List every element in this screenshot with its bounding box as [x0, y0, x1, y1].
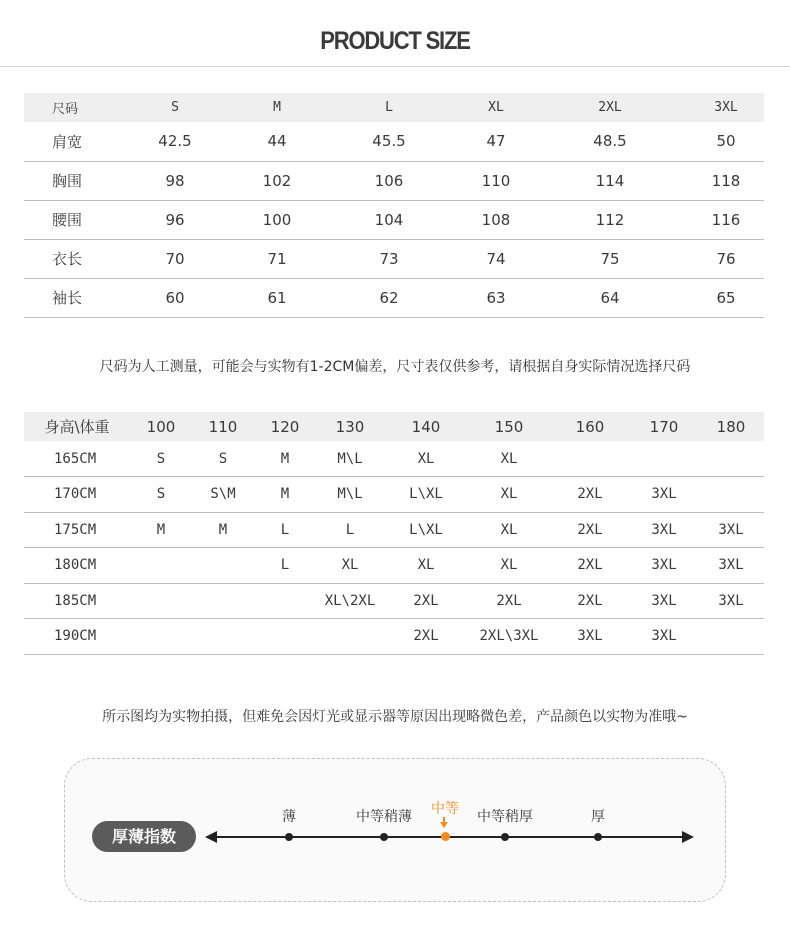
table-cell: 3XL [698, 583, 764, 619]
header-cell: 2XL [532, 93, 688, 122]
table-cell: 110 [460, 161, 532, 200]
table-cell: 2XL [468, 583, 550, 619]
table-cell: 2XL [384, 619, 468, 655]
table-cell: 3XL [630, 477, 698, 513]
table-cell: 45.5 [318, 122, 460, 161]
thickness-dot [285, 833, 293, 841]
table-cell [192, 619, 254, 655]
table-cell: 70 [114, 239, 236, 278]
table-cell: 96 [114, 200, 236, 239]
header-cell: 150 [468, 412, 550, 441]
table-cell: 112 [532, 200, 688, 239]
thickness-level-label: 厚 [591, 809, 605, 825]
table-cell: XL [316, 548, 384, 584]
table-cell [550, 441, 630, 477]
table-cell [130, 583, 192, 619]
row-label: 170CM [24, 477, 130, 513]
table-cell: 71 [236, 239, 318, 278]
header-cell: 3XL [688, 93, 764, 122]
table-cell [130, 548, 192, 584]
table-cell: 73 [318, 239, 460, 278]
table-cell [698, 619, 764, 655]
size-table [24, 93, 764, 318]
axis-right-arrow-icon [682, 831, 694, 843]
header-cell: M [236, 93, 318, 122]
table-row [24, 278, 764, 317]
table-cell: 3XL [630, 512, 698, 548]
measurement-note: 尺码为人工测量，可能会与实物有1-2CM偏差，尺寸表仅供参考，请根据自身实际情况选择尺码 [99, 359, 691, 375]
selected-pointer-icon [440, 817, 448, 829]
table-cell: XL [384, 441, 468, 477]
table-cell: 42.5 [114, 122, 236, 161]
thickness-dot [501, 833, 509, 841]
table-cell: L [316, 512, 384, 548]
header-cell: 160 [550, 412, 630, 441]
color-disclaimer-note: 所示图均为实物拍摄，但难免会因灯光或显示器等原因出现略微色差，产品颜色以实物为准哦~ [102, 709, 688, 725]
table-cell: 48.5 [532, 122, 688, 161]
table-row [24, 122, 764, 161]
table-cell [130, 619, 192, 655]
header-cell: 170 [630, 412, 698, 441]
table-cell: 104 [318, 200, 460, 239]
table-cell: 2XL [384, 583, 468, 619]
thickness-level-label: 中等稍厚 [477, 809, 533, 825]
thickness-dot [594, 833, 602, 841]
table-row [24, 161, 764, 200]
table-cell: XL [384, 548, 468, 584]
table-header-row [24, 412, 764, 441]
row-label: 190CM [24, 619, 130, 655]
table-cell: 3XL [550, 619, 630, 655]
table-header-row [24, 93, 764, 122]
table-cell: 98 [114, 161, 236, 200]
table-cell: 2XL [550, 512, 630, 548]
table-cell [192, 548, 254, 584]
row-label: 175CM [24, 512, 130, 548]
row-label: 腰围 [24, 200, 114, 239]
header-cell: XL [460, 93, 532, 122]
table-row [24, 619, 764, 655]
thickness-level-label: 薄 [282, 809, 296, 825]
header-cell: S [114, 93, 236, 122]
table-cell: S [130, 477, 192, 513]
table-row [24, 477, 764, 513]
table-row [24, 200, 764, 239]
table-cell: 116 [688, 200, 764, 239]
table-cell [254, 583, 316, 619]
table-cell: 3XL [630, 548, 698, 584]
table-cell: M [130, 512, 192, 548]
row-label: 165CM [24, 441, 130, 477]
header-cell: 尺码 [24, 93, 114, 122]
table-cell: 74 [460, 239, 532, 278]
table-cell: 47 [460, 122, 532, 161]
table-cell: 64 [532, 278, 688, 317]
table-cell: 108 [460, 200, 532, 239]
header-cell: 120 [254, 412, 316, 441]
thickness-level-label: 中等 [431, 801, 459, 817]
table-cell: 2XL [550, 583, 630, 619]
table-cell: 63 [460, 278, 532, 317]
row-label: 胸围 [24, 161, 114, 200]
table-cell: L\XL [384, 477, 468, 513]
table-cell: XL [468, 441, 550, 477]
table-cell: L [254, 548, 316, 584]
table-cell: 2XL [550, 548, 630, 584]
header-cell: 140 [384, 412, 468, 441]
title-divider [0, 66, 790, 67]
table-cell [254, 619, 316, 655]
thickness-dot [380, 833, 388, 841]
table-cell: 62 [318, 278, 460, 317]
table-row [24, 441, 764, 477]
table-cell: M\L [316, 477, 384, 513]
row-label: 袖长 [24, 278, 114, 317]
table-cell: L [254, 512, 316, 548]
height-weight-table [24, 412, 764, 655]
table-row [24, 583, 764, 619]
table-cell [316, 619, 384, 655]
row-label: 肩宽 [24, 122, 114, 161]
table-cell [698, 441, 764, 477]
table-cell: 61 [236, 278, 318, 317]
table-cell: M [254, 441, 316, 477]
header-cell: 100 [130, 412, 192, 441]
header-cell: 130 [316, 412, 384, 441]
table-cell: 3XL [630, 619, 698, 655]
table-cell: 44 [236, 122, 318, 161]
table-row [24, 512, 764, 548]
table-cell: 50 [688, 122, 764, 161]
table-row [24, 548, 764, 584]
table-row [24, 239, 764, 278]
table-cell: 114 [532, 161, 688, 200]
table-cell: 65 [688, 278, 764, 317]
table-cell: 102 [236, 161, 318, 200]
thickness-dot [441, 832, 450, 841]
header-cell: 180 [698, 412, 764, 441]
table-cell: 3XL [630, 583, 698, 619]
table-cell: XL [468, 548, 550, 584]
table-cell: M\L [316, 441, 384, 477]
table-cell: XL\2XL [316, 583, 384, 619]
row-label: 185CM [24, 583, 130, 619]
header-cell: L [318, 93, 460, 122]
table-cell [698, 477, 764, 513]
page-title: PRODUCT SIZE [320, 26, 470, 55]
table-cell: 118 [688, 161, 764, 200]
table-cell: S [192, 441, 254, 477]
table-cell: 3XL [698, 512, 764, 548]
table-cell: S\M [192, 477, 254, 513]
table-cell: XL [468, 512, 550, 548]
table-cell: 3XL [698, 548, 764, 584]
table-cell: 106 [318, 161, 460, 200]
table-cell: 60 [114, 278, 236, 317]
table-cell: 76 [688, 239, 764, 278]
thickness-index-label: 厚薄指数 [92, 821, 196, 852]
table-cell: XL [468, 477, 550, 513]
table-cell: M [192, 512, 254, 548]
row-label: 180CM [24, 548, 130, 584]
row-label: 衣长 [24, 239, 114, 278]
table-cell [192, 583, 254, 619]
table-cell: M [254, 477, 316, 513]
header-cell: 110 [192, 412, 254, 441]
table-cell: 75 [532, 239, 688, 278]
header-cell: 身高\体重 [24, 412, 130, 441]
table-cell: S [130, 441, 192, 477]
table-cell: 100 [236, 200, 318, 239]
table-cell: 2XL [550, 477, 630, 513]
table-cell [630, 441, 698, 477]
table-cell: L\XL [384, 512, 468, 548]
thickness-level-label: 中等稍薄 [356, 809, 412, 825]
table-cell: 2XL\3XL [468, 619, 550, 655]
